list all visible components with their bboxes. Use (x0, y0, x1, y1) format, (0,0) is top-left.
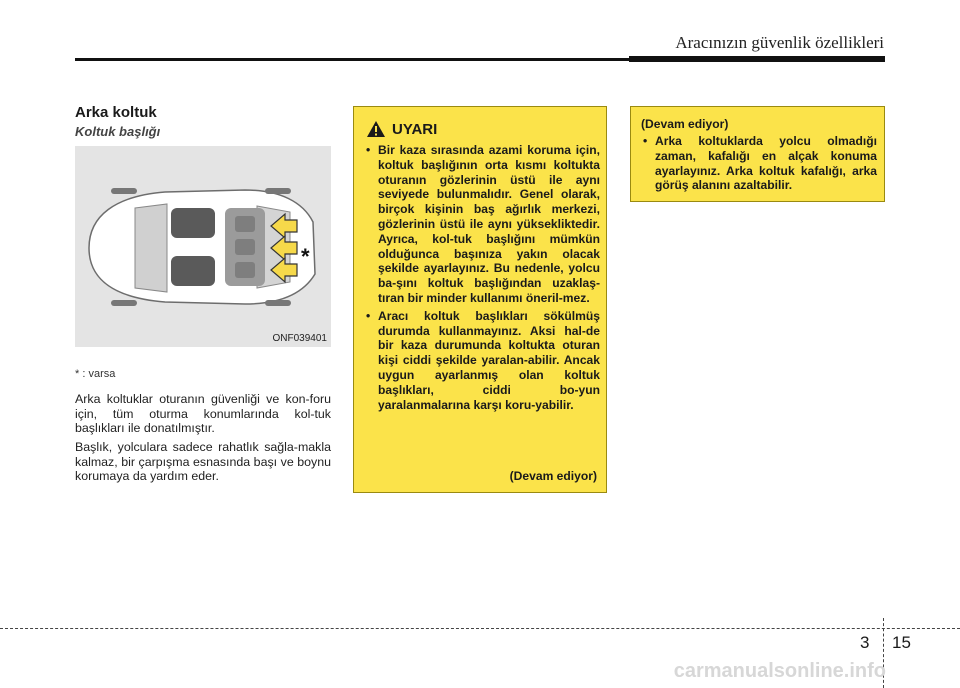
bullet-icon: • (366, 308, 371, 323)
headrest-figure (75, 146, 331, 347)
header-rule-accent (629, 56, 885, 62)
warning-title: UYARI (392, 121, 438, 138)
warning-list (364, 143, 600, 415)
continuation-title: (Devam ediyor) (641, 117, 729, 131)
continuation-list (641, 134, 877, 193)
body-paragraph-1: Arka koltuklar oturanın güvenliği ve kon-foru için, tüm oturma konumlarında kol-tuk başlıkları ile donatılmıştır. (75, 392, 331, 436)
body-paragraph-2: Başlık, yolculara sadece rahatlık sağla-makla kalmaz, bir çarpışma esnasında başı ve boynu korumaya da yardım eder. (75, 440, 331, 484)
warning-item: • Aracı koltuk başlıkları sökülmüş durumda kullanmayınız. Aksi hal-de bir kaza durumunda koltukta oturan kişi ciddi şekilde yaralan-abilir. Ancak uygun ayarlanmış olan koltuk başlıkları, ciddi bo-yun yaralanmalarına karşı koru-yabilir. (366, 308, 600, 412)
bullet-icon: • (643, 134, 648, 148)
section-heading: Arka koltuk (75, 104, 157, 121)
warning-item: • Bir kaza sırasında azami koruma için, koltuk başlığının orta kısmı koltukta oturanın gözlerinin üstü ile aynı seviyede bulunmalıdır. Genel olarak, birçok kişinin baş ağırlık merkezi, gözlerinin üstü ile aynı yüksekliktedir. Ayrıca, kol-tuk başlığını mümkün olduğunca başınıza yakın olacak şekilde ayarlayınız. Bu nedenle, yolcu ba-şını koltuk başlığından uzaklaş-tıran bir minder kullanımı öneril-mez. (366, 143, 600, 305)
bullet-icon: • (366, 143, 371, 157)
warning-box (353, 106, 607, 493)
chapter-number: 3 (860, 633, 870, 652)
car-topview-illustration (75, 146, 331, 347)
figure-code: ONF039401 (272, 333, 327, 344)
section-subheading: Koltuk başlığı (75, 124, 161, 139)
warning-triangle-icon (366, 120, 386, 138)
figure-star: * (301, 244, 310, 269)
watermark: carmanualsonline.info (673, 660, 886, 682)
page-number: 15 (892, 633, 911, 652)
footer-rule (0, 628, 960, 629)
footnote: * : varsa (75, 368, 116, 380)
continuation-box (630, 106, 885, 202)
continuation-item: • Arka koltuklarda yolcu olmadığı zaman, kafalığı en alçak konuma ayarlayınız. Arka koltuk kafalığı, arka görüş alanını azaltabilir. (643, 134, 877, 193)
warning-continued: (Devam ediyor) (509, 469, 597, 483)
header-title: Aracınızın güvenlik özellikleri (675, 33, 884, 52)
